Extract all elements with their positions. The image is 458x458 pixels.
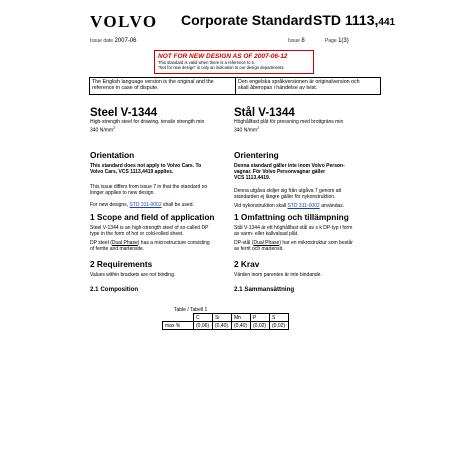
en-issue-diff-line-1: This issue differs from issue 7 in that the standard no bbox=[90, 184, 208, 190]
table-cell-mn: (0,40) bbox=[232, 322, 251, 330]
en-orientation-heading: Orientation bbox=[90, 150, 135, 160]
standard-number-sub: 441 bbox=[378, 17, 396, 28]
document-type-title: Corporate Standard bbox=[181, 12, 313, 28]
notice-line-2: "Not for new design" is only an indication to our design departments. bbox=[158, 65, 285, 70]
sv-orientation-line-2: vagnar. För Volvo Personvagnar gäller bbox=[234, 169, 326, 175]
not-for-new-design-notice bbox=[154, 50, 314, 74]
sv-column bbox=[234, 107, 379, 134]
table-row bbox=[163, 322, 289, 330]
sv-section-1-heading: 1 Omfattning och tillämpning bbox=[234, 212, 349, 222]
en-orientation-line-1: This standard does not apply to Volvo Cars. To bbox=[90, 163, 202, 169]
language-note-en-line-2: reference in case of dispute. bbox=[92, 85, 159, 92]
standard-number bbox=[313, 12, 395, 28]
issue-date-label: Issue date bbox=[90, 38, 114, 44]
table-corner-cell bbox=[163, 314, 194, 322]
en-title: Steel V-1344 bbox=[90, 107, 158, 119]
language-box-divider bbox=[235, 78, 236, 94]
sv-subtitle-value: 340 N/mm bbox=[234, 127, 258, 134]
table-cell-p: (0,02) bbox=[251, 322, 270, 330]
sv-section-2-heading: 2 Krav bbox=[234, 259, 260, 269]
en-section-2-1 bbox=[90, 286, 225, 293]
en-orientation-line-2: Volvo Cars, VCS 1113,4419 applies. bbox=[90, 169, 174, 175]
language-note-sv-line-1: Den engelska språkversionen är originalversion och bbox=[238, 79, 360, 85]
en-issue-diff-line-2: longer applies to new design. bbox=[90, 190, 155, 196]
sv-issue-diff bbox=[234, 188, 379, 200]
sv-orientation-heading: Orientering bbox=[234, 150, 279, 160]
sv-orientation-line-1: Denna standard gäller inte inom Volvo Person- bbox=[234, 163, 345, 169]
table-header-p: P bbox=[251, 314, 270, 322]
sv-dp-underlined: Dual Phase bbox=[253, 240, 280, 246]
sv-section-2-body: Värden inom parentes är inte bindande. bbox=[234, 272, 322, 278]
en-subtitle-line-1: High-strength steel for drawing, tensile strength min bbox=[90, 119, 205, 125]
issue-date-meta bbox=[90, 38, 137, 44]
sv-orientation bbox=[234, 151, 379, 181]
en-section-1-line-4: of ferrite and martensite. bbox=[90, 246, 145, 252]
en-new-design-pre: For new designs, bbox=[90, 202, 130, 208]
sv-section-1-line-4: av ferrit och martensit. bbox=[234, 246, 284, 252]
en-new-design-post: shall be used. bbox=[161, 202, 194, 208]
table-header-mn: Mn bbox=[232, 314, 251, 322]
sv-std-link[interactable]: STD 311-0002 bbox=[287, 203, 320, 209]
issue-label: Issue bbox=[288, 38, 300, 44]
sv-issue-diff-line-1: Denna utgåva skiljer sig från utgåva 7 genom att bbox=[234, 188, 342, 194]
issue-value: 8 bbox=[301, 38, 305, 44]
language-version-box bbox=[89, 77, 381, 95]
table-cell-si: (0,40) bbox=[213, 322, 232, 330]
en-dp-post: ) has a microstructure consisting bbox=[137, 240, 210, 246]
table-cell-c: (0,06) bbox=[194, 322, 213, 330]
sv-dp-post: ) har en mikrostruktur som består bbox=[279, 240, 353, 246]
en-section-1-heading: 1 Scope and field of application bbox=[90, 212, 215, 222]
standard-number-main: STD 1113, bbox=[313, 12, 379, 28]
en-new-design-ref bbox=[90, 202, 225, 208]
en-dp-underlined: Dual Phase bbox=[111, 240, 138, 246]
table-header-s: S bbox=[270, 314, 289, 322]
en-subtitle-line-2: 340 $N/mm^2$ bbox=[90, 126, 116, 134]
sv-section-1-line-1: Stål V-1344 är ett höghållfast stål av s k DP-typ i form bbox=[234, 225, 353, 231]
en-section-2 bbox=[90, 260, 225, 278]
issue-date-value: 2007-06 bbox=[114, 38, 137, 44]
table-row-label: max % bbox=[163, 322, 194, 330]
sv-new-design-post: användas. bbox=[319, 203, 345, 209]
table-cell-s: (0,02) bbox=[270, 322, 289, 330]
en-dp-pre: DP steel ( bbox=[90, 240, 112, 246]
sv-new-design-pre: Vid nykonstruktion skall bbox=[234, 203, 288, 209]
page-label: Page bbox=[325, 38, 337, 44]
page-value: 1(3) bbox=[338, 38, 349, 44]
sv-subtitle-line-1: Höghållfast plåt för pressning med brottgräns min bbox=[234, 119, 344, 125]
en-std-link[interactable]: STD 311-0002 bbox=[129, 202, 162, 208]
en-section-2-body: Values within brackets are not binding. bbox=[90, 272, 176, 278]
language-note-en bbox=[92, 79, 232, 92]
sv-subtitle-line-2: 340 $N/mm^2$ bbox=[234, 126, 260, 134]
notice-line-1: This standard is valid when there is a reference to it. bbox=[158, 60, 255, 65]
en-section-1-line-2: type in the form of hot or cold-rolled sheet. bbox=[90, 231, 184, 237]
en-column bbox=[90, 107, 225, 134]
table-header-si: Si bbox=[213, 314, 232, 322]
en-orientation bbox=[90, 151, 225, 175]
table-header-row bbox=[163, 314, 289, 322]
sv-section-2-1 bbox=[234, 286, 379, 293]
table-caption: Table / Tabell 1 bbox=[174, 307, 208, 313]
sv-title: Stål V-1344 bbox=[234, 107, 295, 119]
en-section-2-1-heading: 2.1 Composition bbox=[90, 286, 139, 293]
en-subtitle-value: 340 N/mm bbox=[90, 127, 114, 134]
table-header-c: C bbox=[194, 314, 213, 322]
sv-section-1-line-2: av varm- eller kallvalsad plåt. bbox=[234, 231, 299, 237]
sv-section-2-1-heading: 2.1 Sammansättning bbox=[234, 286, 295, 293]
language-note-en-line-1: The English language version is the original and the bbox=[92, 79, 214, 85]
en-section-2-heading: 2 Requirements bbox=[90, 259, 153, 269]
page-meta bbox=[325, 38, 349, 44]
en-issue-diff bbox=[90, 184, 225, 196]
notice-headline: NOT FOR NEW DESIGN AS OF 2007-06-12 bbox=[158, 53, 288, 60]
composition-table bbox=[162, 313, 289, 330]
en-section-1-line-1: Steel V-1344 is an high-strength steel of so-called DP bbox=[90, 225, 209, 231]
sv-new-design-ref bbox=[234, 203, 379, 209]
sv-issue-diff-line-2: standarden ej längre gäller för nykonstruktion. bbox=[234, 194, 336, 200]
en-section-1 bbox=[90, 213, 225, 252]
volvo-logo: VOLVO bbox=[90, 12, 158, 31]
language-note-sv bbox=[238, 79, 378, 92]
sv-dp-pre: DP-stål ( bbox=[234, 240, 254, 246]
sv-orientation-line-3: VCS 1113,4419. bbox=[234, 175, 271, 181]
sv-section-2 bbox=[234, 260, 379, 278]
issue-meta bbox=[288, 38, 305, 44]
sv-section-1 bbox=[234, 213, 379, 252]
language-note-sv-line-2: skall åberopas i händelse av tvist. bbox=[238, 85, 318, 92]
